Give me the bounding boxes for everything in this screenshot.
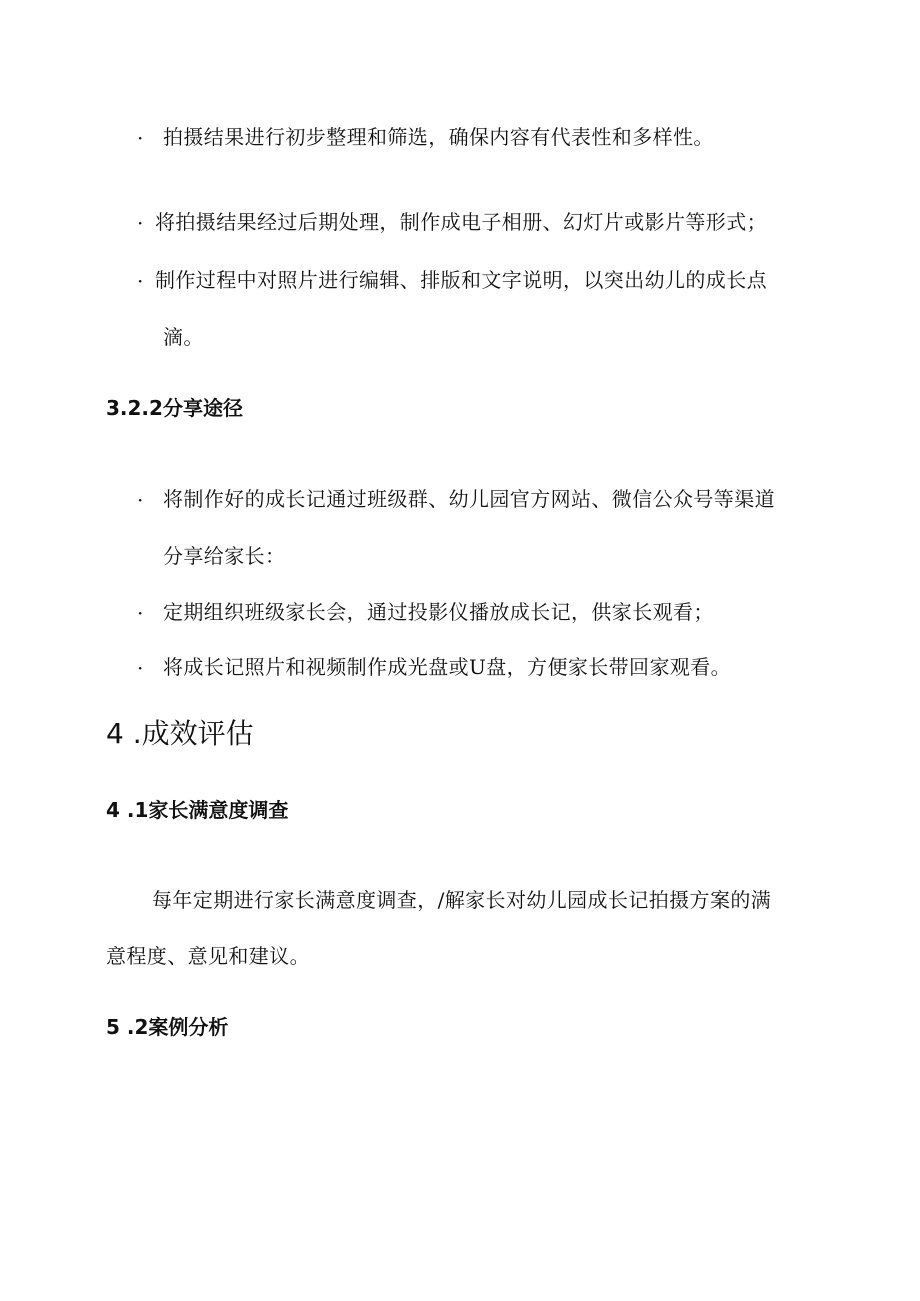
section-heading-5-2: 5 .2案例分析 bbox=[106, 1015, 229, 1039]
section-heading-3-2-2: 3.2.2分享途径 bbox=[106, 396, 243, 420]
bullet-marker: · bbox=[137, 269, 144, 293]
bullet-marker: · bbox=[137, 211, 144, 235]
paragraph-line: 意程度、意见和建议。 bbox=[106, 944, 310, 968]
bullet-item-text: 将拍摄结果经过后期处理，制作成电子相册、幻灯片或影片等形式； bbox=[155, 210, 767, 234]
bullet-item-text: 制作过程中对照片进行编辑、排版和文字说明，以突出幼儿的成长点 bbox=[155, 268, 767, 292]
bullet-item-text: 定期组织班级家长会，通过投影仪播放成长记，供家长观看； bbox=[163, 600, 714, 624]
bullet-marker: · bbox=[137, 488, 144, 512]
bullet-item-text: 将制作好的成长记通过班级群、幼儿园官方网站、微信公众号等渠道 bbox=[163, 487, 775, 511]
bullet-item-text-continuation: 滴。 bbox=[163, 325, 204, 349]
section-heading-4: 4 .成效评估 bbox=[106, 717, 254, 750]
bullet-marker: · bbox=[137, 126, 144, 150]
section-heading-4-1: 4 .1家长满意度调查 bbox=[106, 798, 289, 822]
bullet-item-text: 将成长记照片和视频制作成光盘或U盘，方便家长带回家观看。 bbox=[163, 655, 732, 679]
paragraph-line: 每年定期进行家长满意度调查，/解家长对幼儿园成长记拍摄方案的满 bbox=[152, 888, 772, 912]
bullet-marker: · bbox=[137, 601, 144, 625]
bullet-item-text: 拍摄结果进行初步整理和筛选，确保内容有代表性和多样性。 bbox=[163, 125, 714, 149]
bullet-marker: · bbox=[137, 656, 144, 680]
bullet-item-text-continuation: 分享给家长： bbox=[163, 544, 286, 568]
